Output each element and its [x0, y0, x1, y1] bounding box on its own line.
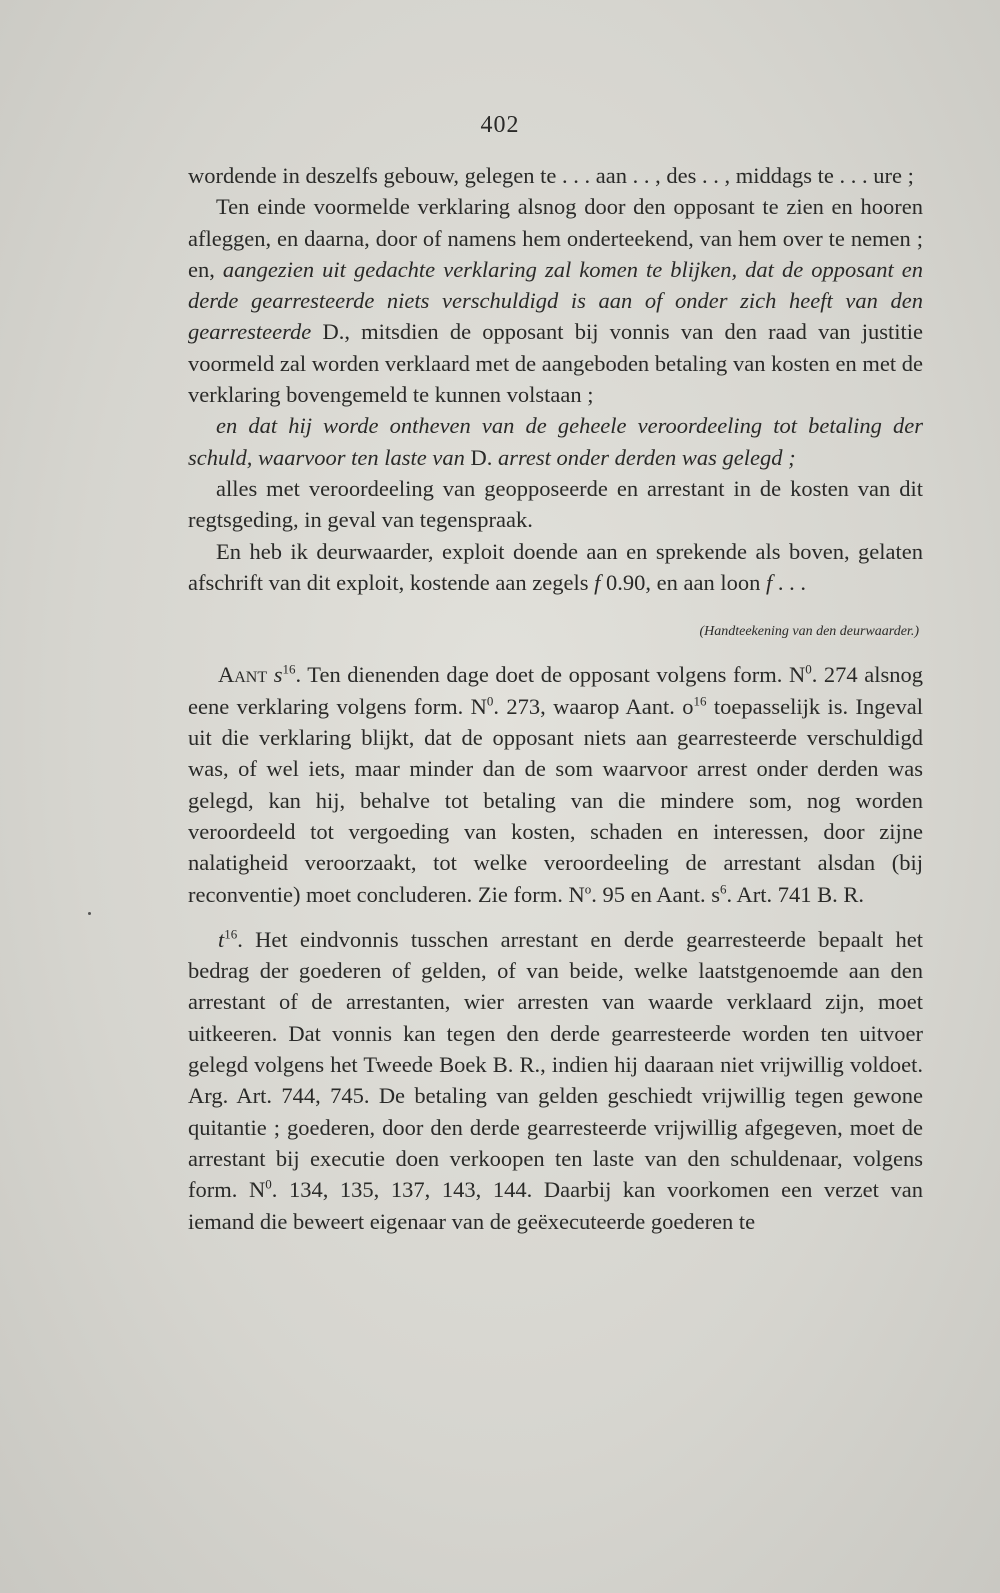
- page-body: [188, 160, 923, 1237]
- text-segment: wordende in deszelfs gebouw, gelegen te . . . aan . . , des . . , middags te . . . ure ;: [188, 163, 914, 188]
- annotation-lead: Aant: [218, 662, 268, 688]
- text-segment: D.: [464, 444, 498, 470]
- text-segment: En heb ik deurwaarder, exploit doende aan en sprekende als boven, gelaten afschrift van dit exploit, kostende aan zegels: [188, 538, 923, 595]
- paragraph-3: [188, 410, 923, 473]
- form-text: [188, 160, 923, 598]
- paragraph-4: [188, 473, 923, 536]
- superscript: 0: [486, 693, 494, 709]
- superscript: 0: [265, 1176, 272, 1192]
- annotation-s16: [188, 659, 923, 909]
- paper-speck: [88, 912, 91, 915]
- text-segment: D., mitsdien de opposant bij vonnis van den raad van justitie voormeld zal worden verklaard met de aangeboden betaling van kosten en met de verklaring bovengemeld te kunnen volstaan ;: [188, 319, 923, 408]
- annotation-mark: t: [218, 926, 225, 952]
- italic-segment: f: [765, 569, 773, 595]
- paragraph-2: [188, 191, 923, 410]
- superscript: 16: [282, 661, 296, 677]
- text-segment: Ten einde voormelde verklaring alsnog door den opposant te zien en hooren afleggen, en daarna, door of namens hem onderteekend, van hem over te nemen ; en,: [188, 194, 923, 282]
- superscript: o: [584, 881, 592, 897]
- italic-segment: f: [594, 569, 601, 595]
- page-number: 402: [480, 112, 520, 138]
- superscript: 16: [693, 693, 707, 709]
- superscript: 6: [719, 881, 727, 897]
- text-segment: . 134, 135, 137, 143, 144. Daarbij kan voorkomen een verzet van iemand die beweert eigenaar van de geëxecuteerde goederen te: [188, 1177, 923, 1234]
- superscript: 0: [805, 661, 812, 677]
- paragraph-5: [188, 536, 923, 599]
- text-segment: alles met veroordeeling van geopposeerde en arrestant in de kosten van dit regtsgeding, in geval van tegenspraak.: [188, 475, 923, 533]
- annotation-t16: [188, 924, 923, 1237]
- superscript: 16: [224, 926, 238, 942]
- signature-note: (Handteekening van den deurwaarder.): [699, 624, 919, 640]
- text-segment: 0.90, en aan loon: [600, 569, 766, 595]
- text-segment: . Het eindvonnis tusschen arrestant en derde gearresteerde bepaalt het bedrag der goederen of gelden, of van beide, welke laatstgenoemde aan den arrestant of de arrestanten, wier arresten van waarde verklaard zijn, moet uitkeeren. Dat vonnis kan tegen den derde gearresteerde worden ten uitvoer gelegd volgens het Tweede Boek B. R., indien hij daaraan niet vrijwillig voldoet. Arg. Art. 744, 745. De betaling van gelden geschiedt vrijwillig tegen gewone quitantie ; goederen, door den derde gearresteerde vrijwillig afgegeven, moet de arrestant bij executie doen verkoopen ten laste van den schuldenaar, volgens form. N: [188, 926, 923, 1203]
- text-segment: . 95 en Aant. s: [591, 881, 720, 907]
- italic-segment: aangezien uit gedachte verklaring zal komen te blijken, dat de opposant en derde gearresteerde niets verschuldigd is aan of onder zich heeft van den gearresteerde: [188, 256, 923, 345]
- text-segment: . Art. 741 B. R.: [726, 881, 864, 907]
- italic-segment: arrest onder derden was gelegd ;: [497, 444, 796, 470]
- italic-segment: en dat hij worde ontheven van de geheele veroordeeling tot betaling der schuld, waarvoor ten laste van: [188, 413, 923, 470]
- text-segment: . 274 alsnog eene verklaring volgens form. N: [188, 662, 924, 719]
- text-segment: toepasselijk is. Ingeval uit die verklaring blijkt, dat de opposant niets aan gearresteerde verschuldigd was, of wel iets, maar minder dan de som waarvoor arrest onder derden was gelegd, kan hij, behalve tot betaling van die mindere som, nog worden veroordeeld tot vergoeding van kosten, schaden en interessen, door zijne nalatigheid veroorzaakt, tot welke veroordeeling de arrestant alsdan (bij reconventie) moet concluderen. Zie form. N: [188, 693, 923, 907]
- text-segment: . 273, waarop Aant. o: [493, 693, 694, 719]
- text-segment: . Ten dienenden dage doet de opposant volgens form. N: [295, 662, 806, 688]
- annotation-mark: s: [273, 662, 283, 688]
- annotations: [188, 659, 923, 1236]
- text-segment: . . .: [772, 569, 806, 595]
- paragraph-1: [188, 160, 923, 191]
